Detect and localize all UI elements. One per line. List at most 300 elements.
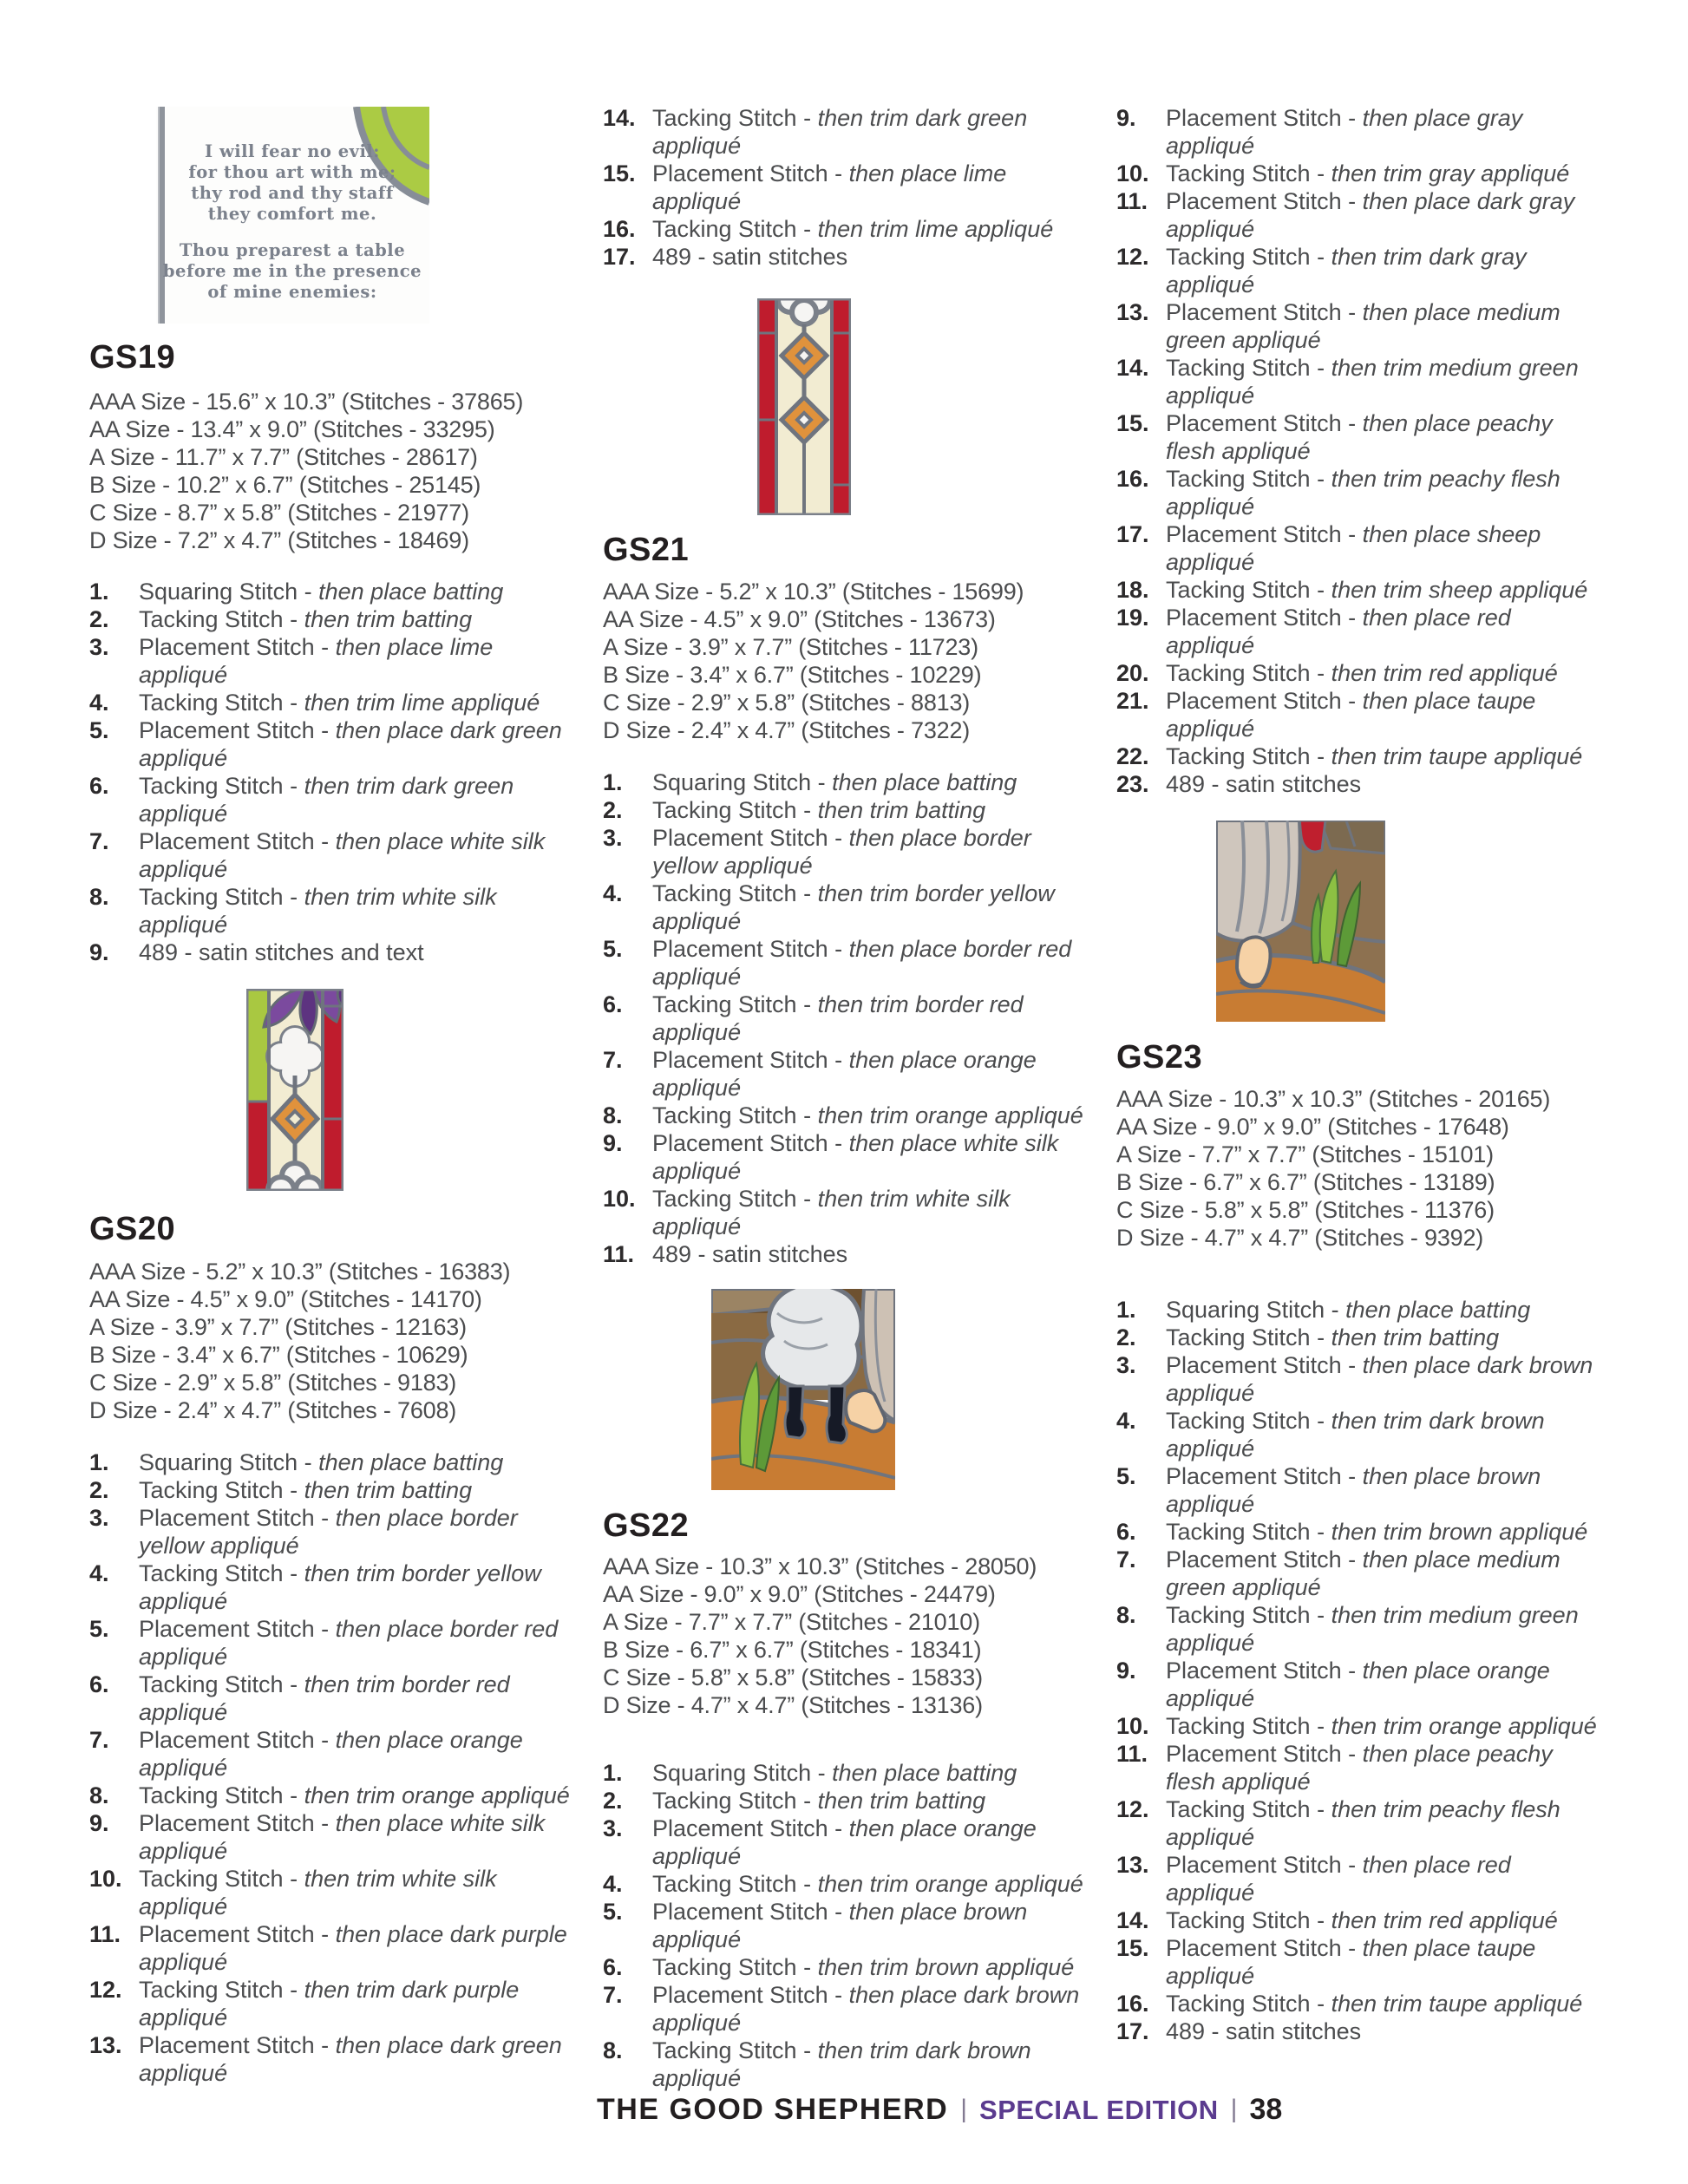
step-text (1166, 687, 1604, 742)
step-text (1166, 1518, 1604, 1546)
step-detail: then trim batting (304, 606, 473, 632)
step-detail: then trim white silk appliqué (652, 1186, 1011, 1239)
step-item (1116, 1712, 1606, 1740)
step-detail: then place red appliqué (1166, 605, 1511, 658)
step-label: Placement Stitch - (1166, 521, 1357, 547)
step-label: Squaring Stitch - (139, 579, 312, 605)
step-text (652, 1953, 1090, 1981)
size-line: A Size - 3.9” x 7.7” (Stitches - 12163) (89, 1314, 467, 1340)
step-number: 6. (603, 1954, 623, 1980)
step-detail: then trim taupe appliqué (1331, 1991, 1583, 2017)
step-detail: then trim gray appliqué (1331, 160, 1570, 186)
step-label: 489 - satin stitches (1166, 2018, 1362, 2044)
step-number: 22. (1116, 743, 1149, 769)
gs20-steps-part1 (89, 1448, 579, 2087)
step-item (603, 1129, 1093, 1185)
step-label: Tacking Stitch - (139, 1866, 298, 1892)
step-item (603, 1953, 1093, 1981)
step-item (603, 2037, 1093, 2092)
step-item (89, 1671, 579, 1726)
step-label: Placement Stitch - (1166, 1352, 1357, 1378)
quote-line: they comfort me. (207, 204, 377, 224)
step-item (603, 1102, 1093, 1129)
step-item (603, 935, 1093, 991)
step-label: Placement Stitch - (139, 2032, 330, 2058)
size-line: D Size - 2.4” x 4.7” (Stitches - 7608) (89, 1397, 457, 1423)
step-label: Placement Stitch - (1166, 105, 1357, 131)
step-item (89, 1920, 579, 1976)
step-label: Tacking Stitch - (1166, 355, 1325, 381)
step-label: Squaring Stitch - (139, 1449, 312, 1475)
step-detail: then trim orange appliqué (817, 1871, 1083, 1897)
step-text (1166, 1462, 1604, 1518)
step-detail: then place medium green appliqué (1166, 299, 1560, 353)
step-text (139, 578, 577, 605)
step-text (652, 1129, 1090, 1185)
step-detail: then place red appliqué (1166, 1852, 1511, 1906)
step-number: 1. (89, 579, 109, 605)
step-label: Tacking Stitch - (652, 797, 812, 823)
size-line: A Size - 7.7” x 7.7” (Stitches - 21010) (603, 1609, 980, 1635)
size-line: C Size - 2.9” x 5.8” (Stitches - 9183) (89, 1370, 457, 1396)
step-label: Tacking Stitch - (1166, 1602, 1325, 1628)
step-label: Placement Stitch - (1166, 299, 1357, 325)
step-detail: then trim taupe appliqué (1331, 743, 1583, 769)
step-number: 8. (603, 2037, 623, 2063)
section-title-gs21: GS21 (603, 532, 690, 568)
step-number: 13. (1116, 1852, 1149, 1878)
gs23-steps (1116, 1296, 1606, 2045)
size-line: C Size - 8.7” x 5.8” (Stitches - 21977) (89, 500, 469, 526)
step-detail: then place white silk appliqué (652, 1130, 1059, 1184)
step-item (603, 1870, 1093, 1898)
step-number: 5. (89, 717, 109, 743)
step-item (1116, 1518, 1606, 1546)
step-item (89, 633, 579, 689)
step-text (1166, 604, 1604, 659)
step-item (89, 827, 579, 883)
step-detail: then place brown appliqué (652, 1899, 1028, 1952)
step-text (1166, 243, 1604, 298)
gs19-quote-swatch-image (156, 107, 429, 324)
step-label: Tacking Stitch - (1166, 244, 1325, 270)
step-text (652, 1787, 1090, 1815)
step-detail: then place batting (318, 579, 504, 605)
step-number: 3. (89, 634, 109, 660)
step-label: Tacking Stitch - (1166, 1991, 1325, 2017)
step-item (1116, 243, 1606, 298)
step-text (652, 824, 1090, 879)
step-number: 14. (1116, 1907, 1149, 1933)
step-text (1166, 187, 1604, 243)
step-detail: then trim white silk appliqué (139, 1866, 497, 1919)
step-number: 13. (1116, 299, 1149, 325)
step-text (1166, 742, 1604, 770)
page-footer (597, 2093, 1282, 2127)
step-number: 3. (1116, 1352, 1136, 1378)
size-line: A Size - 7.7” x 7.7” (Stitches - 15101) (1116, 1141, 1494, 1167)
gs20-sizes (89, 1258, 579, 1424)
step-label: Tacking Stitch - (1166, 1408, 1325, 1434)
step-label: Tacking Stitch - (652, 2037, 812, 2063)
step-item (603, 1759, 1093, 1787)
step-number: 7. (603, 1982, 623, 2008)
step-number: 9. (89, 1810, 109, 1836)
size-line: AAA Size - 10.3” x 10.3” (Stitches - 28050) (603, 1553, 1037, 1579)
step-label: 489 - satin stitches (1166, 771, 1362, 797)
step-detail: then trim orange appliqué (817, 1102, 1083, 1128)
step-label: Tacking Stitch - (652, 1102, 812, 1128)
step-text (652, 2037, 1090, 2092)
gs21-sizes (603, 578, 1093, 744)
step-label: Placement Stitch - (139, 1505, 330, 1531)
step-detail: then place dark brown appliqué (1166, 1352, 1593, 1406)
step-text (139, 1920, 577, 1976)
footer-page-number: 38 (1249, 2093, 1283, 2126)
step-item (1116, 604, 1606, 659)
step-detail: then trim peachy flesh appliqué (1166, 466, 1560, 520)
footer-separator: | (960, 2094, 968, 2123)
step-number: 8. (603, 1102, 623, 1128)
step-number: 6. (603, 991, 623, 1017)
step-label: Placement Stitch - (139, 1810, 330, 1836)
size-line: B Size - 3.4” x 6.7” (Stitches - 10629) (89, 1342, 468, 1368)
step-item (89, 1865, 579, 1920)
step-label: Placement Stitch - (139, 828, 330, 854)
step-label: Tacking Stitch - (652, 216, 812, 242)
step-item (1116, 1324, 1606, 1351)
step-detail: then place orange appliqué (1166, 1658, 1550, 1711)
step-detail: then place white silk appliqué (139, 1810, 546, 1864)
gs21-stained-glass-image (757, 298, 851, 515)
step-label: Placement Stitch - (139, 1727, 330, 1753)
size-line: B Size - 6.7” x 6.7” (Stitches - 13189) (1116, 1169, 1495, 1195)
step-number: 2. (603, 797, 623, 823)
step-number: 5. (89, 1616, 109, 1642)
step-text (652, 104, 1090, 160)
quote-line: before me in the presence (162, 261, 422, 281)
size-line: AAA Size - 15.6” x 10.3” (Stitches - 37865) (89, 389, 524, 415)
step-detail: then trim medium green appliqué (1166, 1602, 1579, 1656)
step-label: Tacking Stitch - (1166, 1713, 1325, 1739)
step-item (603, 1185, 1093, 1240)
step-detail: then trim sheep appliqué (1331, 577, 1588, 603)
step-label: Placement Stitch - (652, 1982, 843, 2008)
gs21-steps (603, 768, 1093, 1268)
step-item (89, 938, 579, 966)
step-detail: then place medium green appliqué (1166, 1546, 1560, 1600)
step-item (603, 879, 1093, 935)
step-number: 3. (89, 1505, 109, 1531)
step-text (139, 1782, 577, 1809)
step-label: Tacking Stitch - (652, 1186, 812, 1212)
step-detail: then place white silk appliqué (139, 828, 546, 882)
step-number: 20. (1116, 660, 1149, 686)
step-item (1116, 1601, 1606, 1657)
step-detail: then trim red appliqué (1331, 1907, 1558, 1933)
gs22-steps-part1 (603, 1759, 1093, 2092)
size-line: C Size - 5.8” x 5.8” (Stitches - 15833) (603, 1664, 983, 1690)
step-number: 15. (1116, 410, 1149, 436)
section-title-gs23: GS23 (1116, 1039, 1203, 1076)
step-label: Tacking Stitch - (652, 105, 812, 131)
step-text (1166, 465, 1604, 520)
step-detail: then trim peachy flesh appliqué (1166, 1796, 1560, 1850)
step-label: Placement Stitch - (1166, 605, 1357, 631)
size-line: AA Size - 4.5” x 9.0” (Stitches - 13673) (603, 606, 996, 632)
step-detail: then trim orange appliqué (1331, 1713, 1597, 1739)
quote-line: of mine enemies: (207, 282, 377, 302)
step-label: Tacking Stitch - (139, 606, 298, 632)
step-label: Tacking Stitch - (139, 1782, 298, 1808)
gs22-steps-part2 (1116, 104, 1606, 798)
step-number: 11. (1116, 188, 1148, 214)
step-detail: then place brown appliqué (1166, 1463, 1541, 1517)
step-detail: then place sheep appliqué (1166, 521, 1541, 575)
step-text (139, 938, 577, 966)
step-item (1116, 687, 1606, 742)
step-number: 6. (89, 1671, 109, 1697)
size-line: A Size - 11.7” x 7.7” (Stitches - 28617) (89, 444, 478, 470)
step-detail: then place batting (832, 1760, 1017, 1786)
step-text (652, 243, 1090, 271)
step-item (89, 1976, 579, 2031)
step-number: 12. (1116, 244, 1149, 270)
step-detail: then place orange appliqué (652, 1815, 1037, 1869)
step-detail: then place orange appliqué (139, 1727, 523, 1781)
step-item (603, 1240, 1093, 1268)
step-detail: then trim dark brown appliqué (652, 2037, 1031, 2091)
step-item (89, 689, 579, 716)
step-number: 10. (1116, 1713, 1149, 1739)
step-text (652, 1870, 1090, 1898)
step-text (139, 883, 577, 938)
step-item (603, 1898, 1093, 1953)
step-number: 19. (1116, 605, 1149, 631)
step-label: Tacking Stitch - (1166, 1907, 1325, 1933)
step-label: Placement Stitch - (652, 825, 843, 851)
step-text (652, 768, 1090, 796)
step-text (139, 689, 577, 716)
step-detail: then place batting (1345, 1297, 1531, 1323)
step-item (603, 1046, 1093, 1102)
step-number: 11. (1116, 1741, 1148, 1767)
size-line: C Size - 5.8” x 5.8” (Stitches - 11376) (1116, 1197, 1495, 1223)
size-line: D Size - 4.7” x 4.7” (Stitches - 9392) (1116, 1225, 1484, 1251)
step-number: 17. (603, 244, 636, 270)
step-text (139, 1560, 577, 1615)
step-text (139, 1976, 577, 2031)
step-detail: then trim batting (1331, 1324, 1500, 1350)
step-item (1116, 1462, 1606, 1518)
step-detail: then place lime appliqué (652, 160, 1007, 214)
step-detail: then place taupe appliqué (1166, 1935, 1536, 1989)
step-label: Tacking Stitch - (1166, 1796, 1325, 1822)
step-number: 8. (1116, 1602, 1136, 1628)
step-label: Tacking Stitch - (652, 880, 812, 906)
step-text (1166, 1601, 1604, 1657)
step-item (603, 991, 1093, 1046)
step-label: Placement Stitch - (652, 1130, 843, 1156)
step-label: Tacking Stitch - (139, 884, 298, 910)
step-number: 10. (603, 1186, 636, 1212)
step-number: 9. (603, 1130, 623, 1156)
quote-line: thy rod and thy staff (191, 183, 394, 203)
step-detail: then trim white silk appliqué (139, 884, 497, 938)
step-label: 489 - satin stitches and text (139, 939, 424, 965)
step-number: 21. (1116, 688, 1149, 714)
step-label: 489 - satin stitches (652, 1241, 848, 1267)
step-number: 12. (89, 1977, 122, 2003)
step-item (89, 605, 579, 633)
step-label: Tacking Stitch - (652, 1788, 812, 1814)
step-number: 4. (1116, 1408, 1136, 1434)
size-line: C Size - 2.9” x 5.8” (Stitches - 8813) (603, 690, 971, 716)
step-text (1166, 104, 1604, 160)
step-number: 13. (89, 2032, 122, 2058)
step-detail: then place border red appliqué (652, 936, 1072, 990)
step-label: Placement Stitch - (1166, 1852, 1357, 1878)
step-detail: then trim dark purple appliqué (139, 1977, 520, 2030)
step-label: Tacking Stitch - (652, 991, 812, 1017)
step-label: Tacking Stitch - (1166, 1324, 1325, 1350)
step-text (1166, 1351, 1604, 1407)
quote-line: I will fear no evil: (205, 141, 380, 161)
step-number: 16. (603, 216, 636, 242)
step-label: Placement Stitch - (652, 936, 843, 962)
step-text (652, 1981, 1090, 2037)
step-text (652, 1759, 1090, 1787)
step-number: 6. (1116, 1519, 1136, 1545)
step-text (139, 1809, 577, 1865)
section-title-gs19: GS19 (89, 339, 176, 376)
step-label: Tacking Stitch - (139, 1671, 298, 1697)
gs20-stained-glass-image (246, 989, 343, 1191)
step-text (139, 1865, 577, 1920)
step-label: Tacking Stitch - (1166, 466, 1325, 492)
step-text (139, 1504, 577, 1560)
step-text (652, 1898, 1090, 1953)
step-text (1166, 1324, 1604, 1351)
size-line: B Size - 6.7” x 6.7” (Stitches - 18341) (603, 1637, 982, 1663)
step-item (603, 1815, 1093, 1870)
step-text (652, 1240, 1090, 1268)
step-item (1116, 409, 1606, 465)
step-item (1116, 1546, 1606, 1601)
step-detail: then trim lime appliqué (304, 690, 540, 716)
step-text (139, 1671, 577, 1726)
step-number: 6. (89, 773, 109, 799)
step-label: Tacking Stitch - (652, 1871, 812, 1897)
column-1 (89, 0, 592, 2184)
gs22-sizes (603, 1553, 1093, 1719)
step-number: 4. (89, 690, 109, 716)
step-label: Tacking Stitch - (1166, 1519, 1325, 1545)
step-label: Tacking Stitch - (139, 1977, 298, 2003)
step-text (652, 215, 1090, 243)
step-label: Placement Stitch - (652, 1047, 843, 1073)
step-number: 2. (89, 606, 109, 632)
step-detail: then trim border yellow appliqué (139, 1560, 541, 1614)
step-item (89, 772, 579, 827)
step-item (603, 824, 1093, 879)
step-item (1116, 1795, 1606, 1851)
step-number: 1. (603, 1760, 623, 1786)
step-detail: then trim dark green appliqué (139, 773, 514, 827)
section-title-gs22: GS22 (603, 1507, 690, 1544)
step-text (139, 605, 577, 633)
step-label: Placement Stitch - (652, 1899, 843, 1925)
step-item (1116, 1851, 1606, 1906)
step-detail: then trim medium green appliqué (1166, 355, 1579, 409)
step-item (1116, 1934, 1606, 1990)
step-number: 9. (1116, 1658, 1136, 1684)
size-line: AAA Size - 5.2” x 10.3” (Stitches - 15699) (603, 579, 1024, 605)
step-item (89, 883, 579, 938)
step-text (652, 160, 1090, 215)
section-title-gs20: GS20 (89, 1211, 176, 1247)
step-item (603, 796, 1093, 824)
step-text (1166, 1906, 1604, 1934)
column-3 (1116, 0, 1637, 2184)
step-item (1116, 298, 1606, 354)
step-text (1166, 354, 1604, 409)
step-item (1116, 520, 1606, 576)
step-number: 5. (1116, 1463, 1136, 1489)
gs20-steps-part2 (603, 104, 1093, 271)
size-line: B Size - 10.2” x 6.7” (Stitches - 25145) (89, 472, 481, 498)
step-item (603, 160, 1093, 215)
step-text (652, 1185, 1090, 1240)
step-detail: then trim brown appliqué (1331, 1519, 1588, 1545)
footer-title: THE GOOD SHEPHERD (597, 2093, 949, 2126)
step-detail: then place dark green appliqué (139, 2032, 562, 2086)
step-item (1116, 659, 1606, 687)
size-line: AA Size - 13.4” x 9.0” (Stitches - 33295) (89, 416, 495, 442)
step-number: 4. (89, 1560, 109, 1586)
step-detail: then place peachy flesh appliqué (1166, 1741, 1553, 1795)
step-item (1116, 576, 1606, 604)
step-number: 14. (603, 105, 636, 131)
step-detail: then trim border yellow appliqué (652, 880, 1055, 934)
step-item (603, 104, 1093, 160)
step-text (1166, 1546, 1604, 1601)
step-number: 15. (1116, 1935, 1149, 1961)
step-text (1166, 2017, 1604, 2045)
gs22-scene-image (711, 1289, 895, 1490)
step-text (652, 991, 1090, 1046)
step-detail: then trim lime appliqué (817, 216, 1054, 242)
step-text (1166, 160, 1604, 187)
size-line: AAA Size - 10.3” x 10.3” (Stitches - 20165) (1116, 1086, 1551, 1112)
step-item (1116, 187, 1606, 243)
step-number: 2. (89, 1477, 109, 1503)
step-text (652, 1102, 1090, 1129)
step-item (89, 716, 579, 772)
step-text (652, 935, 1090, 991)
step-number: 4. (603, 880, 623, 906)
step-item (1116, 1351, 1606, 1407)
step-number: 2. (1116, 1324, 1136, 1350)
step-label: Squaring Stitch - (652, 1760, 826, 1786)
step-text (1166, 1296, 1604, 1324)
step-number: 1. (1116, 1297, 1136, 1323)
step-number: 17. (1116, 2018, 1149, 2044)
step-item (1116, 1657, 1606, 1712)
step-detail: then trim orange appliqué (304, 1782, 570, 1808)
step-label: Tacking Stitch - (139, 690, 298, 716)
step-label: Placement Stitch - (139, 1616, 330, 1642)
